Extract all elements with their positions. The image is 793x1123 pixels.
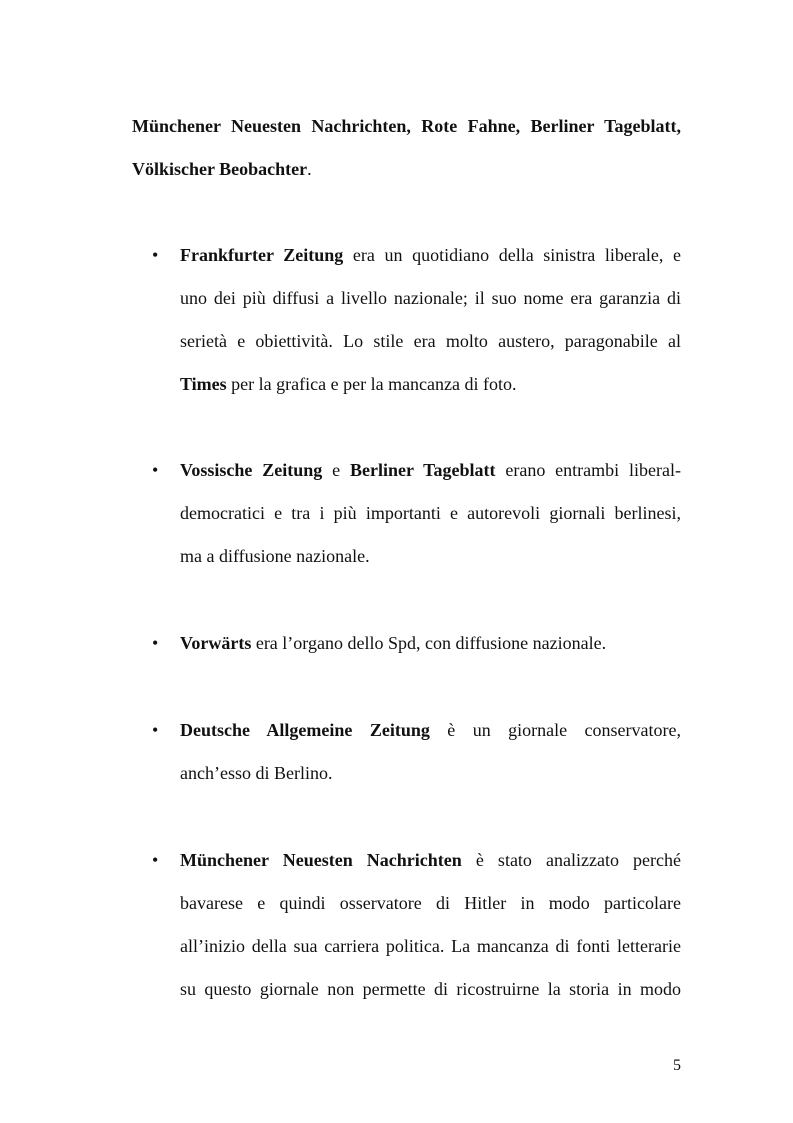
list-item-line: democratici e tra i più importanti e autorevoli giornali berlinesi, [180, 503, 681, 523]
bullet-1: • [152, 245, 159, 265]
intro-line-1 [132, 116, 681, 137]
item-text: è stato analizzato perché [461, 850, 681, 870]
item-text: era un quotidiano della sinistra liberale, e [343, 245, 681, 265]
newspaper-name: Berliner Tageblatt [349, 460, 496, 480]
list-item-line [180, 460, 681, 481]
bullet-4: • [152, 720, 159, 740]
list-item-line: anch’esso di Berlino. [180, 763, 333, 783]
newspaper-name: Vorwärts [180, 633, 252, 653]
newspaper-name: Vossische Zeitung [180, 460, 323, 480]
item-text: era l’organo dello Spd, con diffusione nazionale. [251, 633, 607, 653]
item-text: erano entrambi liberal- [495, 460, 681, 480]
newspaper-name: Frankfurter Zeitung [180, 245, 344, 265]
item-text: per la grafica e per la mancanza di foto. [226, 374, 517, 394]
item-text: e [322, 460, 350, 480]
intro-period: . [307, 159, 312, 179]
item-text: è un giornale conservatore, [429, 720, 682, 740]
page-number: 5 [673, 1057, 681, 1074]
list-item-line: serietà e obiettività. Lo stile era molto austero, paragonabile al [180, 331, 681, 351]
list-item-line [180, 850, 681, 871]
bullet-5: • [152, 850, 159, 870]
list-item-line: all’inizio della sua carriera politica. La mancanza di fonti letterarie [180, 936, 681, 956]
newspaper-name: Münchener Neuesten Nachrichten [180, 850, 462, 870]
intro-line-2 [132, 159, 681, 180]
list-item-line: uno dei più diffusi a livello nazionale; il suo nome era garanzia di [180, 288, 681, 308]
newspaper-name: Times [180, 374, 227, 394]
list-item-line [180, 720, 681, 741]
list-item-line [180, 633, 681, 654]
newspaper-name: Deutsche Allgemeine Zeitung [180, 720, 430, 740]
bullet-2: • [152, 460, 159, 480]
intro-newspaper-last: Völkischer Beobachter [132, 159, 308, 179]
bullet-3: • [152, 633, 159, 653]
list-item-line [180, 245, 681, 266]
list-item-line: bavarese e quindi osservatore di Hitler in modo particolare [180, 893, 681, 913]
intro-newspaper-list: Münchener Neuesten Nachrichten, Rote Fahne, Berliner Tageblatt, [132, 116, 681, 136]
list-item-line [180, 374, 681, 395]
list-item-line: su questo giornale non permette di ricostruirne la storia in modo [180, 979, 681, 999]
list-item-line: ma a diffusione nazionale. [180, 546, 370, 566]
